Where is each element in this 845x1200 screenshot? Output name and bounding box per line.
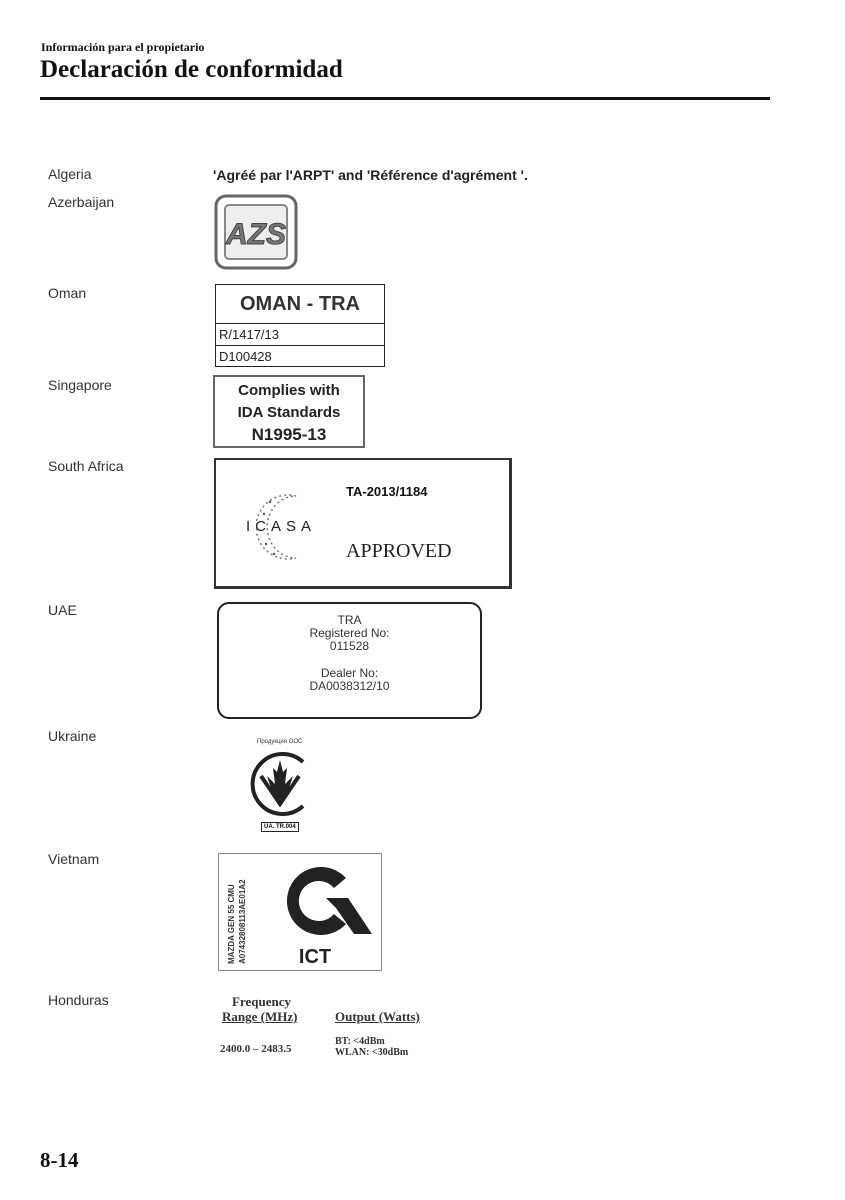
country-vietnam: Vietnam (48, 851, 100, 867)
singapore-ida-label (213, 375, 365, 448)
vietnam-vertical-2: A07432808113AE01A2 (238, 879, 247, 964)
ukraine-top-text: Продукция ООС (257, 739, 303, 745)
icasa-approved-text: APPROVED (346, 540, 452, 562)
icasa-approval-label (214, 458, 512, 589)
country-uae: UAE (48, 602, 77, 618)
icasa-ta-number: TA-2013/1184 (346, 484, 428, 499)
country-algeria: Algeria (48, 166, 92, 182)
uae-line-1: TRA (337, 613, 362, 627)
page-title: Declaración de conformidad (40, 56, 343, 83)
honduras-output-header: Output (Watts) (335, 1009, 420, 1024)
header-divider (40, 97, 770, 100)
icasa-logo-text: ICASA (246, 518, 317, 535)
honduras-bt-output: BT: <4dBm (335, 1036, 385, 1047)
singapore-line-1: Complies with (238, 382, 340, 399)
singapore-line-3: N1995-13 (251, 425, 327, 444)
azs-logo (213, 193, 299, 271)
ukraine-conformity-mark-icon (247, 748, 313, 820)
honduras-wlan-output: WLAN: <30dBm (335, 1047, 409, 1058)
uae-line-5: DA0038312/10 (309, 679, 390, 693)
oman-line-1: R/1417/13 (216, 324, 384, 346)
honduras-frequency-range: 2400.0 – 2483.5 (220, 1043, 292, 1055)
vietnam-cr-mark-icon (274, 858, 374, 944)
country-south-africa: South Africa (48, 458, 124, 474)
oman-title: OMAN - TRA (216, 285, 384, 324)
honduras-frequency-header-2: Range (MHz) (222, 1009, 298, 1024)
azs-logo-text: AZS (226, 218, 286, 251)
honduras-frequency-header-1: Frequency (232, 994, 291, 1009)
section-label: Información para el propietario (41, 40, 205, 54)
uae-spacer (219, 653, 480, 667)
algeria-approval-text: 'Agréé par l'ARPT' and 'Référence d'agrément '. (213, 167, 528, 183)
page-number: 8-14 (40, 1148, 79, 1172)
uae-tra-label (217, 602, 482, 719)
country-ukraine: Ukraine (48, 728, 97, 744)
oman-line-2: D100428 (219, 349, 272, 364)
country-azerbaijan: Azerbaijan (48, 194, 115, 210)
country-oman: Oman (48, 285, 87, 301)
singapore-line-2: IDA Standards (237, 404, 341, 421)
vietnam-ict-text: ICT (298, 946, 332, 968)
oman-tra-label (215, 284, 385, 367)
uae-line-3: 011528 (329, 639, 370, 653)
vietnam-vertical-1: MAZDA GEN 55 CMU (227, 884, 236, 964)
vietnam-ict-label (218, 853, 382, 971)
ukraine-tr-badge: UA. TR.004 (261, 822, 299, 832)
uae-line-4: Dealer No: (320, 666, 379, 680)
uae-line-2: Registered No: (309, 626, 390, 640)
country-singapore: Singapore (48, 377, 112, 393)
country-honduras: Honduras (48, 992, 109, 1008)
